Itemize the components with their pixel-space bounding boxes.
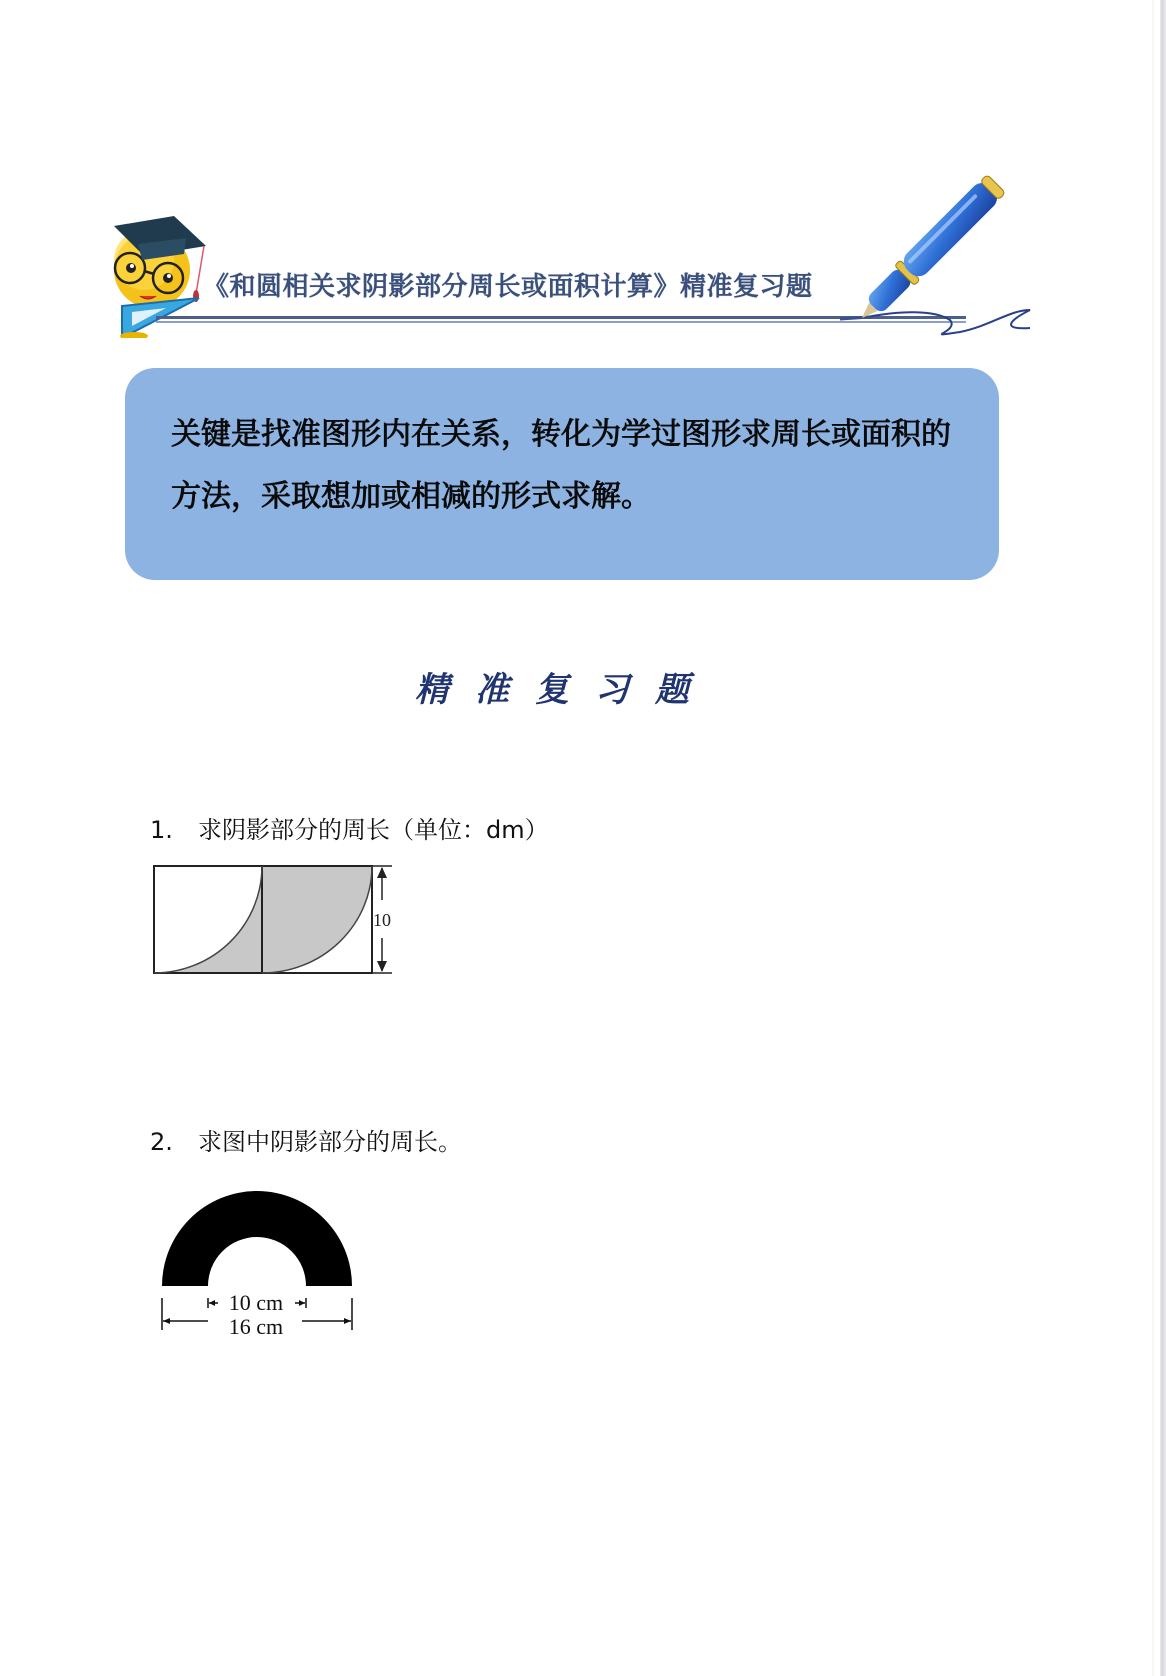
question-1: [150, 810, 549, 845]
section-title: 精准复习题: [415, 670, 715, 710]
document-title: 《和圆相关求阴影部分周长或面积计算》精准复习题: [203, 272, 813, 302]
question-number: 1.: [150, 816, 173, 844]
question-2: [150, 1122, 462, 1157]
fountain-pen-icon: [840, 160, 1040, 350]
dimension-label: 10: [373, 910, 391, 930]
key-tip-box: [125, 368, 999, 580]
key-tip-text: 关键是找准图形内在关系，转化为学过图形求周长或面积的方法，采取想加或相减的形式求解。: [171, 417, 951, 514]
figure-two-squares-quarter-arcs: [145, 858, 405, 983]
figure-semicircular-ring: [150, 1180, 370, 1340]
page-edge-highlight: [1152, 0, 1154, 1676]
question-1-text: [150, 810, 549, 845]
question-prompt: 求阴影部分的周长（单位：dm）: [198, 816, 549, 844]
header-banner: [100, 160, 1030, 350]
outer-diameter-label: 16 cm: [228, 1314, 284, 1339]
question-prompt: 求图中阴影部分的周长。: [198, 1128, 462, 1156]
question-number: 2.: [150, 1128, 173, 1156]
inner-diameter-label: 10 cm: [228, 1290, 284, 1315]
question-2-text: [150, 1122, 462, 1157]
page-edge: [1160, 0, 1166, 1676]
